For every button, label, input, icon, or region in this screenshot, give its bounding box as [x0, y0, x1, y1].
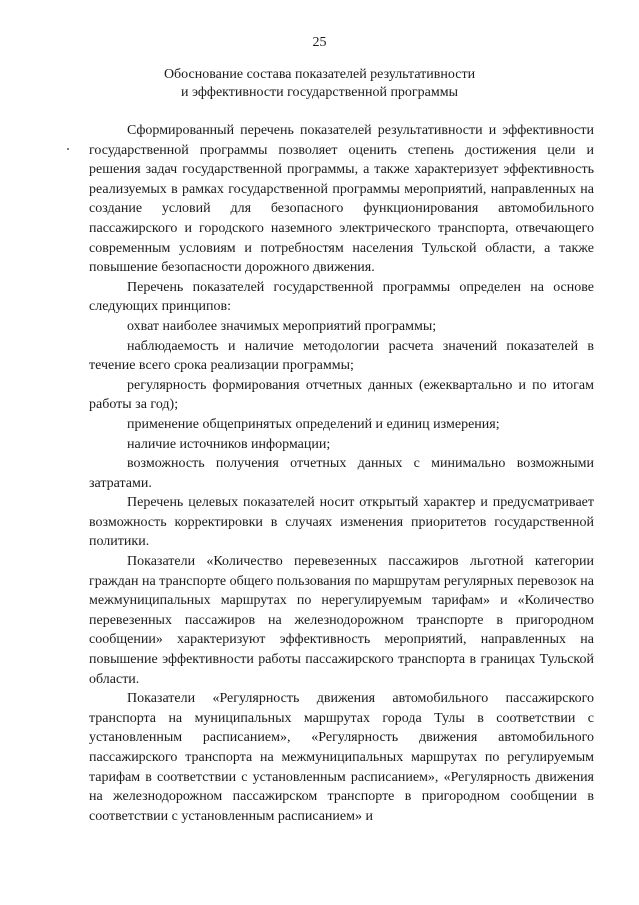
scan-speck	[67, 148, 69, 150]
list-item: регулярность формирования отчетных данных (ежеквартально и по итогам работы за год);	[89, 377, 594, 413]
list-item: возможность получения отчетных данных с минимально возможными затратами.	[89, 456, 594, 491]
paragraph: Перечень целевых показателей носит открытый характер и предусматривает возможность корректировки в случаях изменения приоритетов государственной политики.	[89, 495, 594, 550]
list-item: наличие источников информации;	[127, 436, 331, 452]
paragraph: Сформированный перечень показателей результативности и эффективности государственной программы позволяет оценить степень достижения цели и решения задач государственной программы, а также характеризует эффективность реализуемых в рамках государственной программы мероприятий, направленных на создание условий для безопасного функционирования автомобильного пассажирского и городского наземного электрического транспорта, отвечающего современным условиям и потребностям населения Тульской области, а также повышение безопасности дорожного движения.	[89, 123, 594, 276]
section-title	[0, 66, 639, 102]
list-item: охват наиболее значимых мероприятий программы;	[127, 318, 437, 334]
page-number: 25	[312, 35, 327, 50]
list-item: применение общепринятых определений и единиц измерения;	[127, 416, 500, 432]
paragraph: Показатели «Регулярность движения автомобильного пассажирского транспорта на муниципальных маршрутах города Тулы в соответствии с установленным расписанием», «Регулярность движения автомобильного пассажирского транспорта на межмуниципальных маршрутах по регулируемым тарифам в соответствии с установленным расписанием», «Регулярность движения на железнодорожном пассажирском транспорте в пригородном сообщении в соответствии с установленным расписанием» и	[89, 691, 594, 824]
list-item: наблюдаемость и наличие методологии расчета значений показателей в течение всего срока реализации программы;	[89, 338, 594, 374]
body-text	[89, 121, 594, 826]
paragraph: Показатели «Количество перевезенных пассажиров льготной категории граждан на транспорте общего пользования по маршрутам регулярных перевозок на межмуниципальных маршрутах по нерегулируемым тарифам» и «Количество перевезенных пассажиров на железнодорожном транспорте в пригородном сообщении» характеризуют эффективность мероприятий, направленных на повышение эффективности работы пассажирского транспорта в границах Тульской области.	[89, 554, 594, 687]
paragraph: Перечень показателей государственной программы определен на основе следующих принципов:	[89, 279, 594, 315]
section-title-line-1: Обоснование состава показателей результативности	[163, 67, 476, 82]
section-title-line-2: и эффективности государственной программы	[180, 85, 459, 100]
